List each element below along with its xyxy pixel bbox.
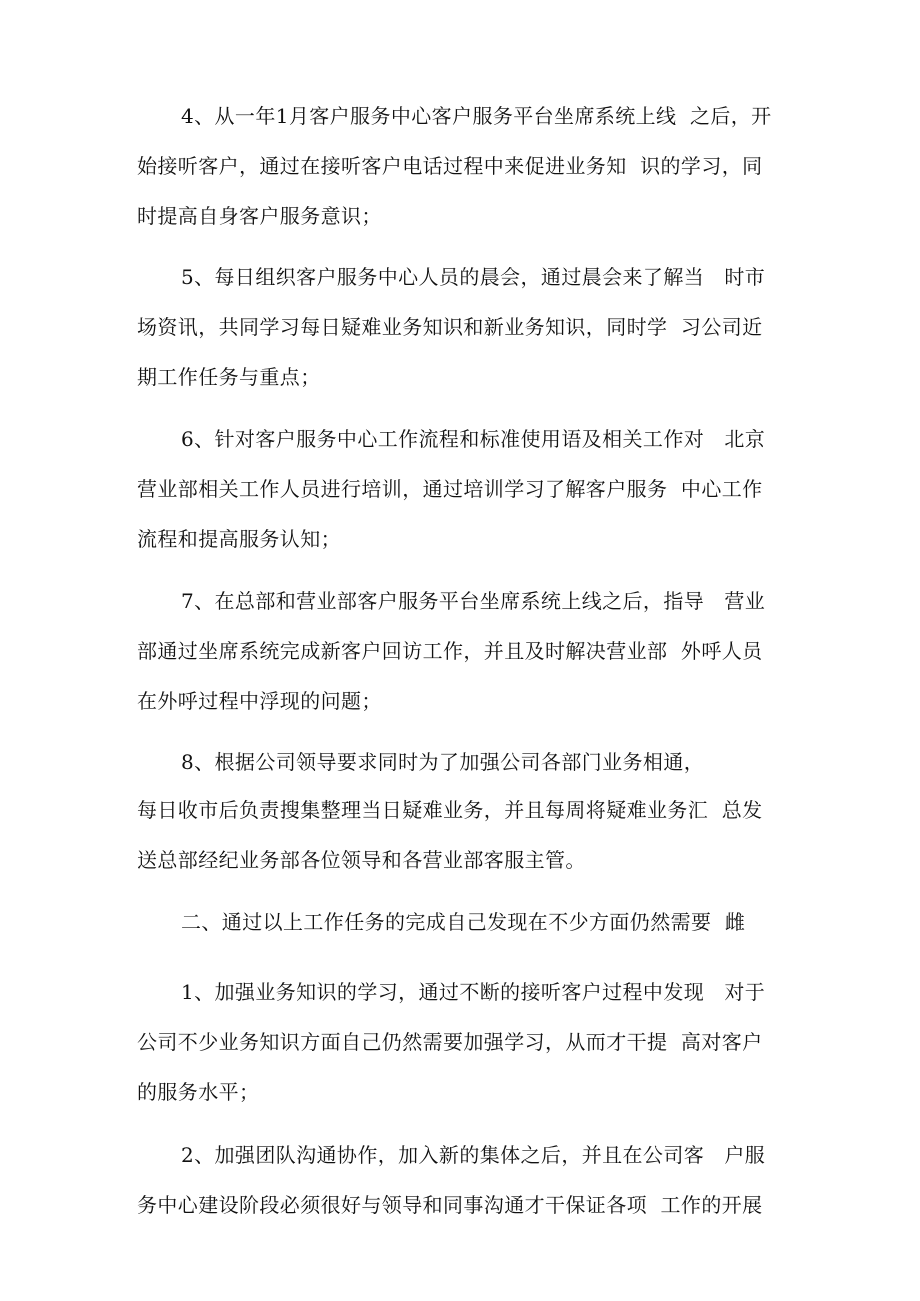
paragraph-5-line-3: 期工作任务与重点； — [137, 365, 321, 389]
paragraph-6-line-2: 营业部相关工作人员进行培训，通过培训学习了解客户服务 中心工作 — [137, 477, 763, 501]
section-heading: 二、通过以上工作任务的完成自己发现在不少方面仍然需要 雌 — [181, 910, 746, 934]
paragraph-1-line-2: 公司不少业务知识方面自己仍然需要加强学习，从而才干提 高对客户 — [137, 1030, 763, 1054]
paragraph-8-line-1: 8、根据公司领导要求同时为了加强公司各部门业务相通， — [181, 750, 705, 774]
paragraph-6-line-1: 6、针对客户服务中心工作流程和标准使用语及相关工作对 北京 — [181, 427, 766, 451]
paragraph-2-line-2: 务中心建设阶段必须很好与领导和同事沟通才干保证各项 工作的开展 — [137, 1193, 763, 1217]
paragraph-8-line-3: 送总部经纪业务部各位领导和各营业部客服主管。 — [137, 848, 586, 872]
paragraph-1-line-3: 的服务水平； — [137, 1080, 260, 1104]
paragraph-4-line-1: 4、从一年1月客户服务中心客户服务平台坐席系统上线 之后，开 — [181, 104, 772, 128]
paragraph-5-line-1: 5、每日组织客户服务中心人员的晨会，通过晨会来了解当 时市 — [181, 265, 766, 289]
paragraph-7-line-3: 在外呼过程中浮现的问题； — [137, 689, 382, 713]
paragraph-7-line-1: 7、在总部和营业部客户服务平台坐席系统上线之后，指导 营业 — [181, 589, 766, 613]
paragraph-4-line-3: 时提高自身客户服务意识； — [137, 204, 382, 228]
paragraph-1-line-1: 1、加强业务知识的学习，通过不断的接听客户过程中发现 对于 — [181, 980, 766, 1004]
paragraph-5-line-2: 场资讯，共同学习每日疑难业务知识和新业务知识，同时学 习公司近 — [137, 315, 763, 339]
paragraph-7-line-2: 部通过坐席系统完成新客户回访工作，并且及时解决营业部 外呼人员 — [137, 639, 763, 663]
paragraph-8-line-2: 每日收市后负责搜集整理当日疑难业务，并且每周将疑难业务汇 总发 — [137, 798, 763, 822]
paragraph-2-line-1: 2、加强团队沟通协作，加入新的集体之后，并且在公司客 户服 — [181, 1143, 766, 1167]
paragraph-4-line-2: 始接听客户，通过在接听客户电话过程中来促进业务知 识的学习，同 — [137, 154, 763, 178]
paragraph-6-line-3: 流程和提高服务认知； — [137, 527, 341, 551]
